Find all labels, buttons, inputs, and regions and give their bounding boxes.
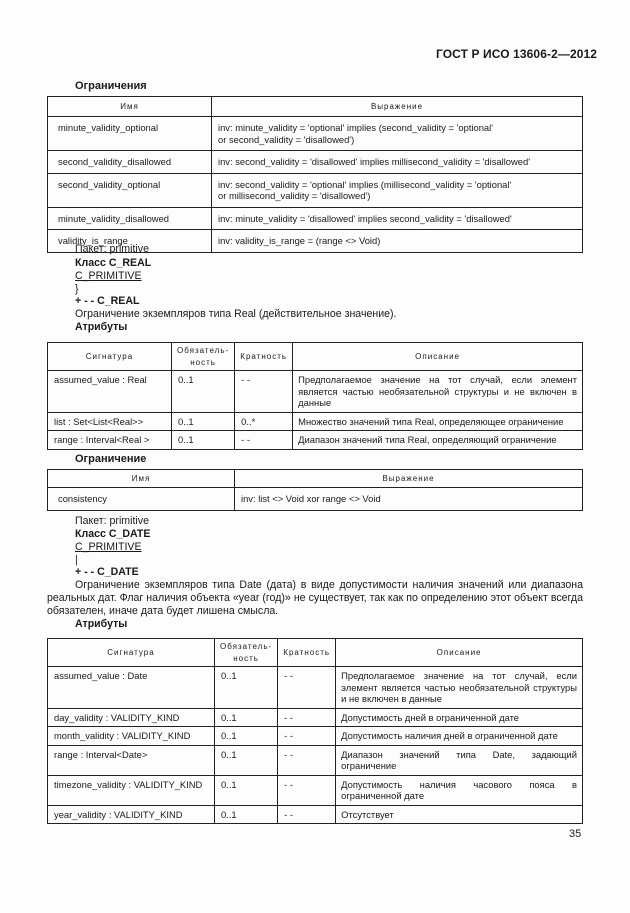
column-header-expression: Выражение <box>235 470 583 488</box>
attribute-multiplicity: - - <box>278 745 336 775</box>
real-package: Пакет: primitive <box>75 243 149 255</box>
attribute-multiplicity: - - <box>278 667 336 709</box>
table-row <box>48 117 583 151</box>
constraints-table <box>47 96 583 253</box>
column-header-name: Имя <box>48 97 212 117</box>
attribute-signature: range : Interval<Date> <box>48 745 215 775</box>
column-header-multiplicity: Кратность <box>235 343 293 371</box>
attribute-required: 0..1 <box>215 708 278 727</box>
attribute-signature: day_validity : VALIDITY_KIND <box>48 708 215 727</box>
table-row <box>48 745 583 775</box>
attribute-required: 0..1 <box>215 775 278 805</box>
real-description: Ограничение экземпляров типа Real (действительное значение). <box>75 308 397 320</box>
table-row <box>48 488 583 511</box>
constraint-expression: inv: list <> Void xor range <> Void <box>235 488 583 511</box>
date-package: Пакет: primitive <box>75 515 149 527</box>
table-row <box>48 775 583 805</box>
table-row <box>48 805 583 824</box>
attribute-required: 0..1 <box>215 805 278 824</box>
column-header-signature: Сигнатура <box>48 639 215 667</box>
attribute-signature: range : Interval<Real > <box>48 431 172 450</box>
column-header-signature: Сигнатура <box>48 343 172 371</box>
attribute-required: 0..1 <box>172 412 235 431</box>
attribute-signature: year_validity : VALIDITY_KIND <box>48 805 215 824</box>
attribute-multiplicity: - - <box>278 775 336 805</box>
attribute-required: 0..1 <box>172 371 235 413</box>
attribute-description: Множество значений типа Real, определяющее ограничение <box>293 412 583 431</box>
attribute-signature: timezone_validity : VALIDITY_KIND <box>48 775 215 805</box>
real-derived-class: + - - C_REAL <box>75 295 140 307</box>
column-header-expression: Выражение <box>212 97 583 117</box>
constraint-name: consistency <box>48 488 235 511</box>
real-class-title: Класс C_REAL <box>75 257 152 269</box>
column-header-description: Описание <box>336 639 583 667</box>
attribute-required: 0..1 <box>215 745 278 775</box>
real-parent-class: C_PRIMITIVE <box>75 270 142 282</box>
real-attributes-table <box>47 342 583 450</box>
attribute-description: Предполагаемое значение на тот случай, если элемент является частью необязательной структуры и не включен в данные <box>336 667 583 709</box>
table-row <box>48 727 583 746</box>
column-header-multiplicity: Кратность <box>278 639 336 667</box>
attribute-signature: assumed_value : Date <box>48 667 215 709</box>
page-number: 35 <box>569 828 582 840</box>
constraint-expression: inv: minute_validity = 'optional' implies (second_validity = 'optional' or second_validity = 'disallowed') <box>212 117 583 151</box>
table-row <box>48 207 583 230</box>
attribute-signature: list : Set<List<Real>> <box>48 412 172 431</box>
real-attributes-heading: Атрибуты <box>75 321 128 333</box>
constraint-expression: inv: minute_validity = 'disallowed' implies second_validity = 'disallowed' <box>212 207 583 230</box>
attribute-multiplicity: 0..* <box>235 412 293 431</box>
document-standard-header: ГОСТ Р ИСО 13606-2—2012 <box>436 47 598 61</box>
attribute-description: Допустимость дней в ограниченной дате <box>336 708 583 727</box>
date-inheritance-bracket: | <box>75 554 78 566</box>
date-parent-class: C_PRIMITIVE <box>75 541 142 553</box>
date-class-title: Класс C_DATE <box>75 528 151 540</box>
column-header-description: Описание <box>293 343 583 371</box>
attribute-signature: month_validity : VALIDITY_KIND <box>48 727 215 746</box>
constraint-heading: Ограничение <box>75 453 147 465</box>
attribute-multiplicity: - - <box>278 708 336 727</box>
table-row <box>48 431 583 450</box>
attribute-required: 0..1 <box>215 727 278 746</box>
table-row <box>48 173 583 207</box>
constraints-heading: Ограничения <box>75 80 147 92</box>
column-header-name: Имя <box>48 470 235 488</box>
constraint-name: minute_validity_disallowed <box>48 207 212 230</box>
attribute-description: Отсутствует <box>336 805 583 824</box>
date-attributes-heading: Атрибуты <box>75 618 128 630</box>
attribute-description: Допустимость наличия дней в ограниченной дате <box>336 727 583 746</box>
constraint-expression: inv: second_validity = 'optional' implies (millisecond_validity = 'optional' or millisecond_validity = 'disallowed') <box>212 173 583 207</box>
table-row <box>48 412 583 431</box>
date-derived-class: + - - C_DATE <box>75 566 139 578</box>
table-row <box>48 708 583 727</box>
constraint-name: second_validity_optional <box>48 173 212 207</box>
table-row <box>48 151 583 174</box>
real-inheritance-bracket: } <box>75 283 79 295</box>
attribute-signature: assumed_value : Real <box>48 371 172 413</box>
constraint-expression: inv: second_validity = 'disallowed' implies millisecond_validity = 'disallowed' <box>212 151 583 174</box>
attribute-required: 0..1 <box>215 667 278 709</box>
attribute-multiplicity: - - <box>235 371 293 413</box>
attribute-description: Предполагаемое значение на тот случай, если элемент является частью необязательной структуры и не включен в данные <box>293 371 583 413</box>
constraint-name: validity_is_range <box>48 230 212 253</box>
column-header-required: Обязатель- ность <box>215 639 278 667</box>
attribute-description: Диапазон значений типа Real, определяющий ограничение <box>293 431 583 450</box>
attribute-required: 0..1 <box>172 431 235 450</box>
date-description: Ограничение экземпляров типа Date (дата) в виде допустимости наличия значений или диапазона реальных дат. Флаг наличия объекта «year (год)» не существует, так как по определению этот объект всегда обязателен, иначе дата будет лишена смысла. <box>47 579 583 617</box>
attribute-multiplicity: - - <box>235 431 293 450</box>
table-row <box>48 667 583 709</box>
date-attributes-table <box>47 638 583 824</box>
column-header-required: Обязатель- ность <box>172 343 235 371</box>
constraint-expression: inv: validity_is_range = (range <> Void) <box>212 230 583 253</box>
attribute-multiplicity: - - <box>278 727 336 746</box>
constraint-name: minute_validity_optional <box>48 117 212 151</box>
attribute-description: Диапазон значений типа Date, задающий ограничение <box>336 745 583 775</box>
attribute-description: Допустимость наличия часового пояса в ограниченной дате <box>336 775 583 805</box>
constraint-table <box>47 469 583 511</box>
table-row <box>48 371 583 413</box>
constraint-name: second_validity_disallowed <box>48 151 212 174</box>
attribute-multiplicity: - - <box>278 805 336 824</box>
